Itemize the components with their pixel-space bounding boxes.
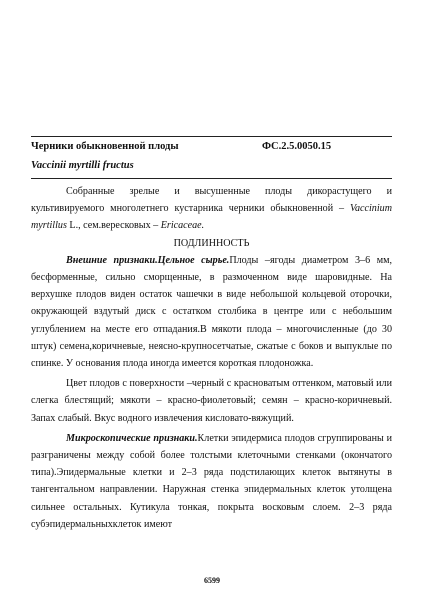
page-number: 6599 (204, 576, 220, 585)
definition-paragraph (31, 183, 392, 235)
microscopic-paragraph (31, 430, 392, 533)
monograph-code: ФС.2.5.0050.15 (262, 141, 332, 152)
header-bottom-rule (31, 178, 392, 179)
definition-text: Собранные зрелые и высушенные плоды дикорастущего и культивируемого многолетнего кустарника черники обыкновенной – (31, 186, 392, 215)
external-signs-paragraph (31, 252, 392, 372)
monograph-title: Черники обыкновенной плоды (31, 141, 179, 152)
external-signs-text: Плоды –ягоды диаметром 3–6 мм, бесформенные, сильно сморщенные, в размоченном виде шаровидные. На верхушке плодов виден остаток чашечки в виде небольшой кольцевой оторочки, окружающей вздутый диск с остатком столбика в центре или с небольшим углублением на месте его отпадания.В мякоти плода – многочисленные (до 30 штук) семена,коричневые, неясно-крупносетчатые, сжатые с боков и выпуклые по спинке. У основания плода иногда имеется короткая плодоножка. (31, 254, 392, 370)
section-heading: ПОДЛИННОСТЬ (173, 237, 250, 249)
microscopic-label: Микроскопические признаки. (66, 432, 198, 444)
microscopic-text: Клетки эпидермиса плодов сгруппированы и разграничены между собой более толстыми клеточными стенками (окончатого типа).Эпидермальные клетки и 2–3 ряда подстилающих клеток вытянуты в тангентальном направлении. Наружная стенка эпидермальных клеток утолщена сильнее остальных. Кутикула тонкая, покрыта восковым слоем. 2–3 ряда субэпидермальныхклеток имеют (31, 432, 392, 530)
color-paragraph: Цвет плодов с поверхности –черный с красноватым оттенком, матовый или слегка блестящий; мякоти – красно-фиолетовый; семян – красно-коричневый. Запах слабый. Вкус водного извлечения кисловато-вяжущий. (31, 378, 392, 424)
external-signs-label: Внешние признаки. (66, 254, 158, 266)
monograph-body (31, 183, 392, 533)
latin-name: Vaccinii myrtilli fructus (31, 160, 134, 171)
family-name: Ericaceae. (160, 220, 205, 232)
definition-text-2: L., сем.вересковых – (66, 220, 161, 232)
header-top-rule (31, 136, 392, 137)
whole-raw-label: Цельное сырье. (157, 254, 230, 266)
species-name: Vaccinium myrtillus (31, 203, 392, 232)
